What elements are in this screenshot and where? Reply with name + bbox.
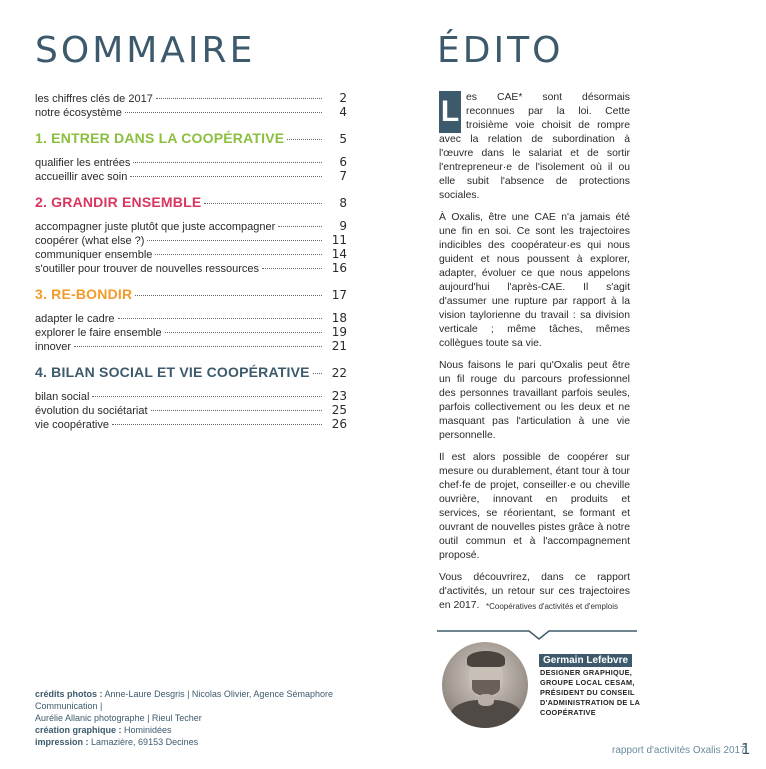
toc-entry-page: 23 [331, 389, 347, 403]
toc-entry-page: 2 [339, 91, 347, 105]
toc-section-heading-label: 3. RE-BONDIR [35, 286, 133, 302]
toc-entry [35, 169, 347, 183]
toc-entry-label: explorer le faire ensemble [35, 327, 162, 339]
toc-section-heading [35, 129, 347, 147]
dot-leader [125, 112, 322, 113]
toc-entry-label: communiquer ensemble [35, 249, 153, 261]
toc-entry [35, 325, 347, 339]
toc-entry-page: 14 [331, 247, 347, 261]
toc-entry [35, 233, 347, 247]
dot-leader [112, 424, 322, 425]
dot-leader [74, 346, 322, 347]
toc-entry-page: 25 [331, 403, 347, 417]
credits-design-label: création graphique : [35, 725, 122, 735]
toc-entry-page: 19 [331, 325, 347, 339]
dot-leader [155, 254, 322, 255]
dot-leader [165, 332, 322, 333]
edito-paragraph-1 [439, 91, 630, 203]
toc-entry-label: s'outiller pour trouver de nouvelles ressources [35, 263, 260, 275]
sommaire-title: SOMMAIRE [35, 30, 256, 71]
dot-leader [133, 162, 322, 163]
toc-entry-label: notre écosystème [35, 107, 122, 119]
toc-entry-label: accueillir avec soin [35, 171, 128, 183]
edito-paragraph-2: À Oxalis, être une CAE n'a jamais été une fin en soi. Ce sont les trajectoires indicibles des coopérateur·es qui nous guident et nous poussent à explorer, adapter, évoluer ce que nous appelons aujourd'hui l'après-CAE. Il s'agit d'assumer une rupture par rapport à la vision taylorienne du travail : sa division verticale ; même tâches, mêmes collègues toute sa vie. [439, 212, 630, 349]
toc-entry [35, 311, 347, 325]
toc-entry [35, 219, 347, 233]
dot-leader [156, 98, 322, 99]
toc-entry-page: 11 [331, 233, 347, 247]
toc-entry [35, 261, 347, 275]
table-of-contents [35, 91, 347, 431]
toc-entry-label: qualifier les entrées [35, 157, 131, 169]
speech-bubble-line [437, 628, 637, 640]
dot-leader [92, 396, 322, 397]
credits-photos-line1: Anne-Laure Desgris | Nicolas Olivier, Agence Sémaphore Communication | [35, 689, 333, 711]
credits-print-label: impression : [35, 737, 89, 747]
dot-leader [313, 373, 322, 374]
toc-entry [35, 389, 347, 403]
toc-entry-label: évolution du sociétariat [35, 405, 148, 417]
toc-entry [35, 403, 347, 417]
toc-entry-page: 18 [331, 311, 347, 325]
toc-entry [35, 339, 347, 353]
edito-footnote: *Coopératives d'activités et d'emplois [486, 602, 619, 611]
dot-leader [278, 226, 322, 227]
edito-paragraph-5: Vous découvrirez, dans ce rapport d'activités, un retour sur ces trajectoires en 2017. [439, 572, 630, 611]
toc-entry-label: les chiffres clés de 2017 [35, 93, 153, 105]
edito-dropcap: L [439, 91, 461, 133]
toc-entry [35, 247, 347, 261]
credits-design-value: Hominidées [124, 725, 172, 735]
author-name: Germain Lefebvre [539, 654, 632, 667]
dot-leader [118, 318, 323, 319]
toc-entry [35, 105, 347, 119]
dot-leader [130, 176, 322, 177]
toc-section-heading-page: 17 [331, 288, 347, 302]
author-portrait [442, 642, 528, 728]
toc-entry-label: adapter le cadre [35, 313, 115, 325]
credits-print-value: Lamazière, 69153 Decines [91, 737, 199, 747]
dot-leader [204, 203, 322, 204]
toc-entry-page: 26 [331, 417, 347, 431]
author-role: DESIGNER GRAPHIQUE, GROUPE LOCAL CESAM, PRÉSIDENT DU CONSEIL D'ADMINISTRATION DE LA COOPÉRATIVE [540, 668, 640, 717]
toc-entry-page: 9 [339, 219, 347, 233]
toc-section-heading-label: 4. BILAN SOCIAL ET VIE COOPÉRATIVE [35, 364, 310, 380]
toc-entry-page: 6 [339, 155, 347, 169]
toc-entry-label: bilan social [35, 391, 90, 403]
toc-section-heading [35, 363, 347, 381]
toc-section-heading-label: 2. GRANDIR ENSEMBLE [35, 194, 202, 210]
toc-entry [35, 417, 347, 431]
dot-leader [262, 268, 322, 269]
dot-leader [287, 139, 322, 140]
toc-entry-page: 4 [339, 105, 347, 119]
dot-leader [135, 295, 322, 296]
credits-photos-line2: Aurélie Allanic photographe | Rieul Techer [35, 713, 202, 723]
toc-section-heading [35, 285, 347, 303]
dot-leader [151, 410, 322, 411]
toc-entry-page: 16 [331, 261, 347, 275]
toc-section-heading-page: 5 [339, 132, 347, 146]
page-number: 1 [741, 740, 751, 758]
toc-section-heading [35, 193, 347, 211]
edito-title: ÉDITO [437, 30, 564, 71]
dot-leader [147, 240, 322, 241]
credits-photos-label: crédits photos : [35, 689, 103, 699]
credits [35, 688, 365, 748]
toc-entry [35, 155, 347, 169]
edito-paragraph-4: Il est alors possible de coopérer sur mesure ou durablement, étant tour à tour chef·fe de projet, conseiller·e ou cheville ouvrière, innovant en produits et services, se réorientant, se formant et ouvrant de nouvelles pistes grâce à notre outil commun et à l'accompagnement proposé. [439, 452, 630, 561]
toc-entry-label: innover [35, 341, 72, 353]
toc-section-heading-label: 1. ENTRER DANS LA COOPÉRATIVE [35, 130, 285, 146]
toc-entry-label: accompagner juste plutôt que juste accompagner [35, 221, 276, 233]
edito-paragraph-3: Nous faisons le pari qu'Oxalis peut être un fil rouge du parcours professionnel des personnes travaillant parfois seules, parfois collectivement ou les deux et ne masquant pas l'articulation à une vie personnelle. [439, 360, 630, 441]
edito-text [439, 91, 630, 621]
toc-section-heading-page: 22 [331, 366, 347, 380]
footer-text: rapport d'activités Oxalis 2017 [612, 745, 746, 756]
toc-entry [35, 91, 347, 105]
toc-entry-label: coopérer (what else ?) [35, 235, 145, 247]
toc-entry-page: 7 [339, 169, 347, 183]
edito-paragraph-1-text: es CAE* sont désormais reconnues par la loi. Cette troisième voie choisit de rompre avec la relation de subordination à l'œuvre dans le salariat et de sortir l'entrepreneur·e de l'isolement où il ou elle subit l'absence de protections sociales. [439, 92, 630, 201]
toc-section-heading-page: 8 [339, 196, 347, 210]
toc-entry-label: vie coopérative [35, 419, 109, 431]
toc-entry-page: 21 [331, 339, 347, 353]
